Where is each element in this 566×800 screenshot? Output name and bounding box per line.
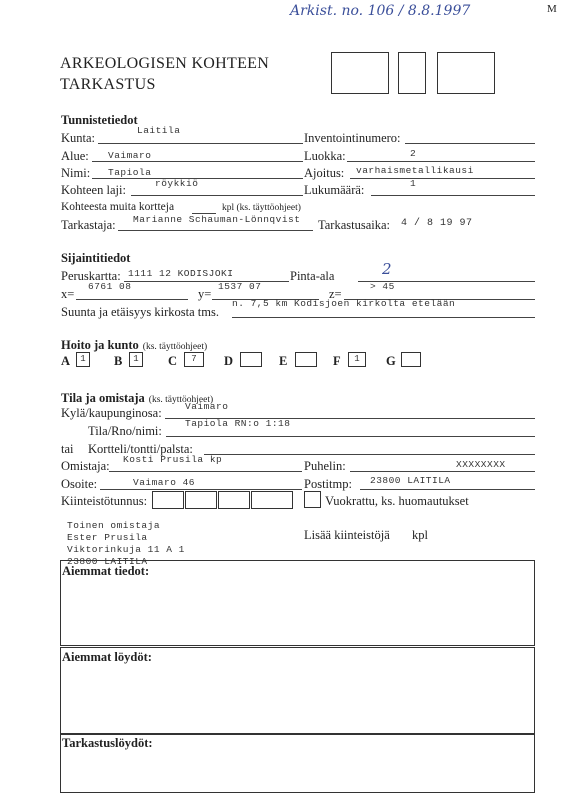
tila-label: Tila/Rno/nimi: [88, 424, 162, 438]
pinta-ala-value: > 45 [370, 281, 395, 292]
puhelin-value: XXXXXXXX [456, 459, 506, 470]
luokka-label: Luokka: [304, 149, 346, 163]
toinen-omistaja-line2: Ester Prusila [67, 532, 148, 543]
tila-value: Tapiola RN:o 1:18 [185, 418, 291, 429]
ajoitus-value: varhaismetallikausi [356, 165, 474, 176]
x-value: 6761 08 [88, 281, 132, 292]
tila-heading-suffix: (ks. täyttöohjeet) [148, 395, 214, 405]
vuokrattu-checkbox[interactable] [304, 491, 321, 508]
kiinteisto-box-2[interactable] [185, 491, 217, 509]
kortteja-label: Kohteesta muita kortteja [61, 201, 175, 213]
kunta-label: Kunta: [61, 131, 96, 145]
stamp-box-2 [398, 52, 426, 94]
toinen-omistaja-line3: Viktorinkuja 11 A 1 [67, 544, 185, 555]
kortteja-suffix: kpl (ks. täyttöohjeet) [222, 203, 301, 213]
hoito-heading-suffix: (ks. täyttöohjeet) [142, 342, 208, 352]
y-value: 1537 07 [218, 281, 262, 292]
osoite-label: Osoite: [61, 477, 98, 491]
suunta-value: n. 7,5 km Kodisjoen kirkolta etelään [232, 298, 456, 309]
hoito-box-a[interactable]: 1 [76, 352, 90, 367]
tila-heading-text: Tila ja omistaja [61, 391, 145, 405]
ajoitus-label: Ajoitus: [304, 166, 345, 180]
omistaja-label: Omistaja: [61, 459, 110, 473]
hoito-box-b[interactable]: 1 [129, 352, 143, 367]
kiinteistotunnus-label: Kiinteistötunnus: [61, 494, 148, 508]
hoito-box-e[interactable] [295, 352, 317, 367]
tarkastusaika-value: 4 / 8 19 97 [401, 218, 473, 229]
peruskartta-label: Peruskartta: [61, 269, 121, 283]
kiinteisto-box-3[interactable] [218, 491, 250, 509]
toinen-omistaja-line1: Toinen omistaja [67, 520, 161, 531]
tarkastaja-value: Marianne Schauman-Lönnqvist [133, 214, 301, 225]
peruskartta-value: 1111 12 KODISJOKI [128, 268, 234, 279]
lukumaara-value: 1 [410, 178, 417, 189]
lukumaara-label: Lukumäärä: [304, 183, 365, 197]
corner-mark: M [547, 3, 557, 15]
luokka-value: 2 [410, 148, 417, 159]
postitmp-value: 23800 LAITILA [370, 475, 451, 486]
aiemmat-tiedot-label: Aiemmat tiedot: [62, 564, 150, 578]
vuokrattu-label: Vuokrattu, ks. huomautukset [325, 494, 469, 508]
tarkastusloydot-label: Tarkastuslöydöt: [62, 736, 153, 750]
hoito-letter-g: G [386, 354, 396, 368]
osoite-value: Vaimaro 46 [133, 477, 196, 488]
section-heading-sijaintitiedot: Sijaintitiedot [61, 251, 131, 265]
suunta-label: Suunta ja etäisyys kirkosta tms. [61, 305, 219, 319]
form-title-line2: TARKASTUS [60, 76, 156, 93]
hoito-box-f[interactable]: 1 [348, 352, 366, 367]
hoito-letter-a: A [61, 354, 71, 368]
hoito-box-d[interactable] [240, 352, 262, 367]
hoito-letter-b: B [114, 354, 123, 368]
toinen-omistaja-line4: 23800 LAITILA [67, 556, 148, 567]
nimi-value: Tapiola [108, 167, 152, 178]
kiinteisto-box-1[interactable] [152, 491, 184, 509]
hoito-letter-e: E [279, 354, 288, 368]
alue-value: Vaimaro [108, 150, 152, 161]
hoito-box-g[interactable] [401, 352, 421, 367]
section-heading-tunnistetiedot: Tunnistetiedot [61, 113, 138, 127]
z-label: z= [329, 287, 342, 301]
kohteen-laji-label: Kohteen laji: [61, 183, 126, 197]
kiinteisto-box-4[interactable] [251, 491, 293, 509]
lisaa-kiinteistoja-suffix: kpl [412, 528, 428, 542]
hoito-box-c[interactable]: 7 [184, 352, 204, 367]
stamp-box-3 [437, 52, 495, 94]
kortteli-label: Kortteli/tontti/palsta: [88, 442, 193, 456]
aiemmat-loydot-label: Aiemmat löydöt: [62, 650, 152, 664]
hoito-letter-f: F [333, 354, 341, 368]
form-title-line1: ARKEOLOGISEN KOHTEEN [60, 55, 270, 72]
x-label: x= [61, 287, 75, 301]
tai-label: tai [61, 442, 74, 456]
postitmp-label: Postitmp: [304, 477, 352, 491]
kyla-label: Kylä/kaupunginosa: [61, 406, 162, 420]
kohteen-laji-value: röykkiö [155, 178, 199, 189]
pinta-ala-handwritten: 2 [382, 260, 392, 278]
hoito-letter-d: D [224, 354, 234, 368]
puhelin-label: Puhelin: [304, 459, 346, 473]
tarkastusaika-label: Tarkastusaika: [318, 218, 391, 232]
y-label: y= [198, 287, 212, 301]
inventointinumero-label: Inventointinumero: [304, 131, 401, 145]
hoito-heading-text: Hoito ja kunto [61, 338, 139, 352]
lisaa-kiinteistoja-label: Lisää kiinteistöjä [304, 528, 390, 542]
pinta-ala-label: Pinta-ala [290, 269, 335, 283]
kyla-value: Vaimaro [185, 401, 229, 412]
alue-label: Alue: [61, 149, 89, 163]
tarkastaja-label: Tarkastaja: [61, 218, 116, 232]
omistaja-value: Kosti Prusila kp [123, 454, 223, 465]
archive-note: Arkist. no. 106 / 8.8.1997 [290, 3, 471, 19]
kunta-value: Laitila [137, 125, 181, 136]
stamp-box-1 [331, 52, 389, 94]
nimi-label: Nimi: [61, 166, 91, 180]
hoito-letter-c: C [168, 354, 178, 368]
